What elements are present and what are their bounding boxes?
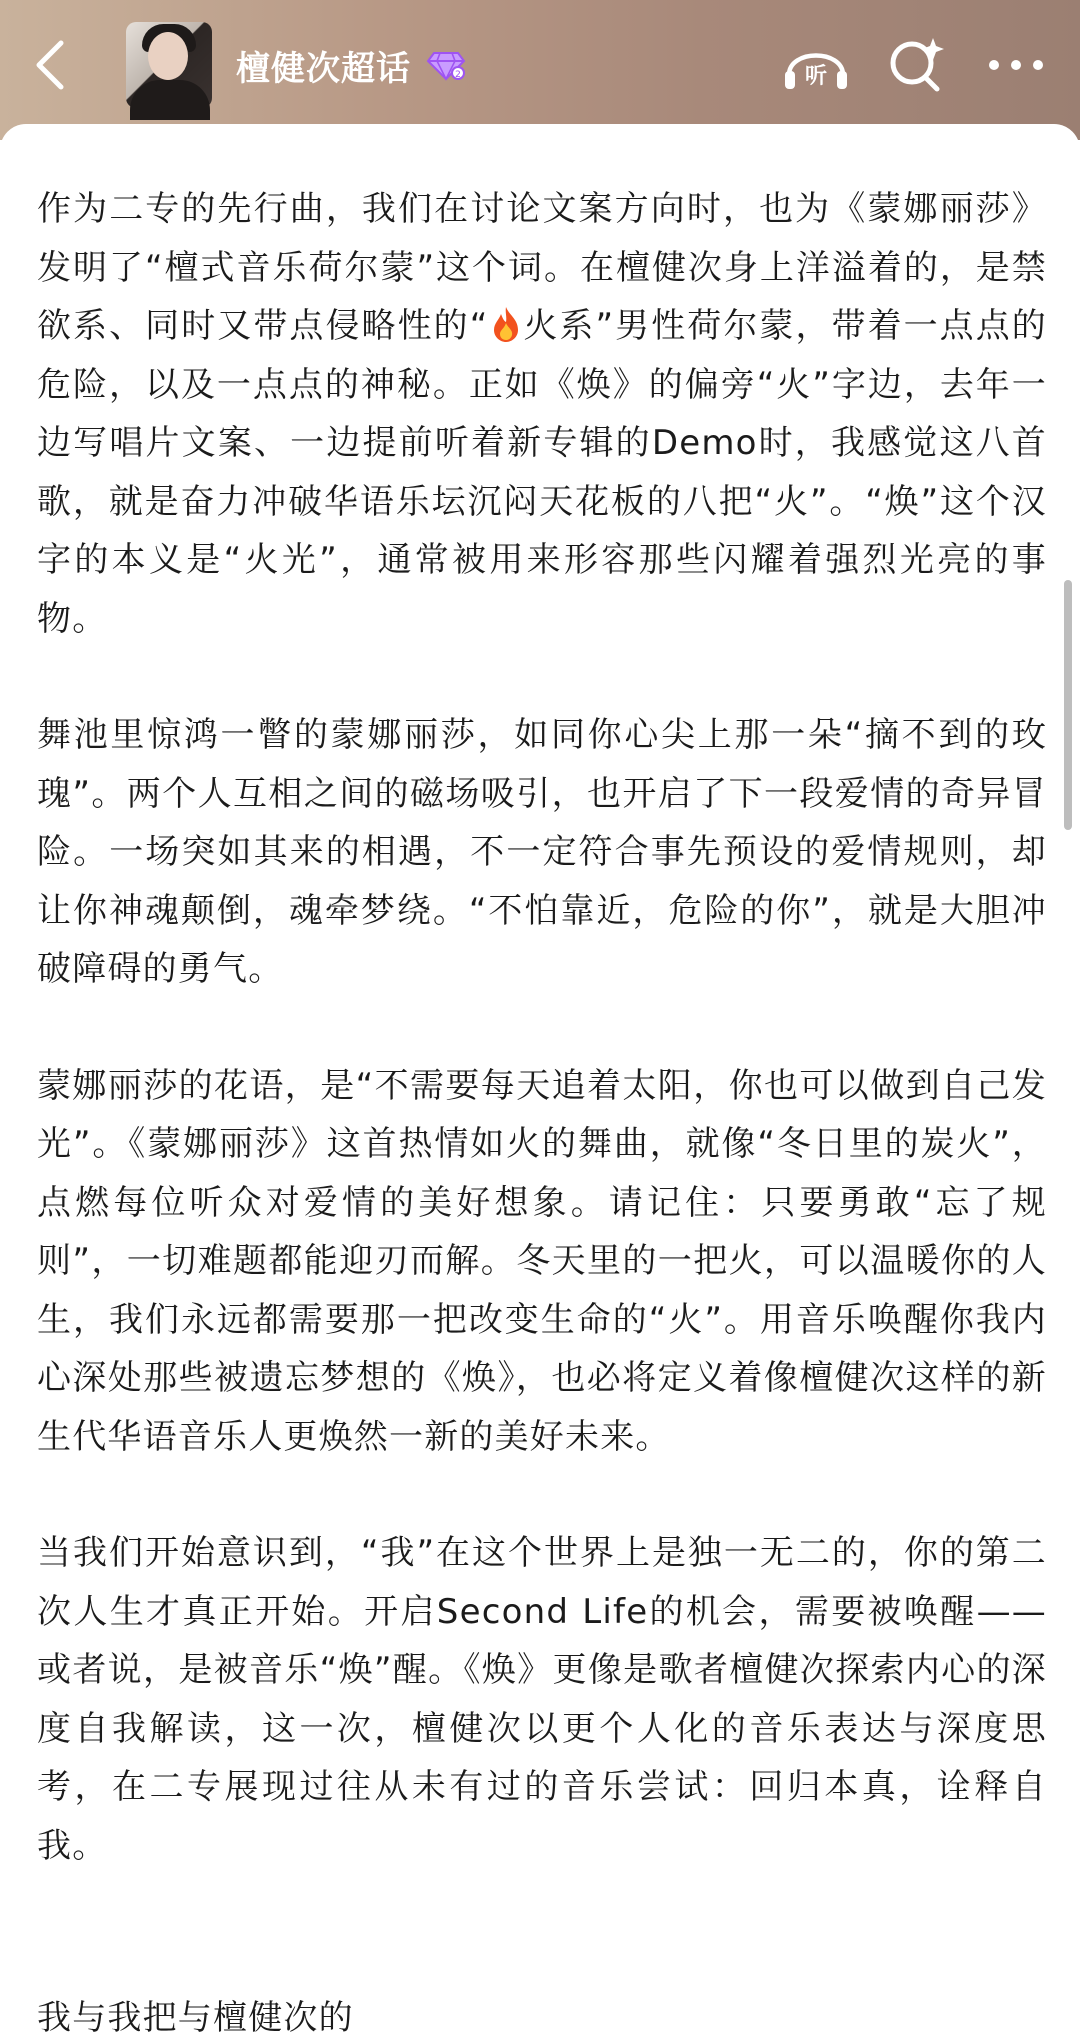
- avatar-face: [148, 32, 188, 80]
- more-dots-icon: [986, 55, 1046, 75]
- headphones-listen-icon: [781, 35, 851, 95]
- diamond-badge-icon: [425, 48, 467, 82]
- paragraph-2: 舞池里惊鸿一瞥的蒙娜丽莎，如同你心尖上那一朵“摘不到的玫瑰”。两个人互相之间的磁场吸引，也开启了下一段爱情的奇异冒险。一场突如其来的相遇，不一定符合事先预设的爱情规则，却让你神魂颠倒，魂牵梦绕。“不怕靠近，危险的你”，就是大胆冲破障碍的勇气。: [37, 715, 1047, 989]
- title-group[interactable]: [236, 40, 467, 90]
- avatar[interactable]: [126, 22, 212, 108]
- page-title: 檀健次超话: [236, 48, 411, 89]
- paragraph-4: 当我们开始意识到，“我”在这个世界上是独一无二的，你的第二次人生才真正开始。开启Second Life的机会，需要被唤醒——或者说，是被音乐“焕”醒。《焕》更像是歌者檀健次探索内心的深度自我解读，这一次，檀健次以更个人化的音乐表达与深度思考，在二专展现过往从未有过的音乐尝试：回归本真，诠释自我。: [37, 1533, 1047, 1866]
- chevron-left-icon: [33, 39, 67, 91]
- paragraph-1: [37, 180, 1047, 648]
- back-button[interactable]: [22, 30, 78, 100]
- paragraph-1-text-a: 作为二专的先行曲，我们在讨论文案方向时，也为《蒙娜丽莎》发明了“檀式音乐荷尔蒙”这个词。在檀健次身上洋溢着的，是禁欲系、同时又带点侵略性的“: [37, 189, 1047, 346]
- post-card: [0, 124, 1080, 2038]
- listen-button[interactable]: [778, 30, 854, 100]
- cut-off-line: [37, 1986, 1047, 2038]
- cut-off-text: 我与我把与檀健次的: [37, 1998, 354, 2038]
- post-body: [37, 180, 1047, 1933]
- svg-text:2: 2: [455, 70, 461, 80]
- paragraph-1-text-b: 火系”男性荷尔蒙，带着一点点的危险，以及一点点的神秘。正如《焕》的偏旁“火”字边，去年一边写唱片文案、一边提前听着新专辑的Demo时，我感觉这八首歌，就是奋力冲破华语乐坛沉闷天花板的八把“火”。“焕”这个汉字的本义是“火光”，通常被用来形容那些闪耀着强烈光亮的事物。: [37, 306, 1047, 639]
- header-bar: [0, 0, 1080, 140]
- more-button[interactable]: [978, 30, 1054, 100]
- fire-emoji-icon: [491, 305, 521, 343]
- paragraph-3: 蒙娜丽莎的花语，是“不需要每天追着太阳，你也可以做到自己发光”。《蒙娜丽莎》这首热情如火的舞曲，就像“冬日里的炭火”，点燃每位听众对爱情的美好想象。请记住：只要勇敢“忘了规则”，一切难题都能迎刃而解。冬天里的一把火，可以温暖你的人生，我们永远都需要那一把改变生命的“火”。用音乐唤醒你我内心深处那些被遗忘梦想的《焕》，也必将定义着像檀健次这样的新生代华语音乐人更焕然一新的美好未来。: [37, 1065, 1047, 1457]
- avatar-body: [130, 80, 210, 120]
- search-sparkle-icon: [885, 34, 947, 96]
- scrollbar-thumb[interactable]: [1064, 580, 1072, 830]
- search-button[interactable]: [878, 30, 954, 100]
- listen-label: 听: [804, 64, 828, 89]
